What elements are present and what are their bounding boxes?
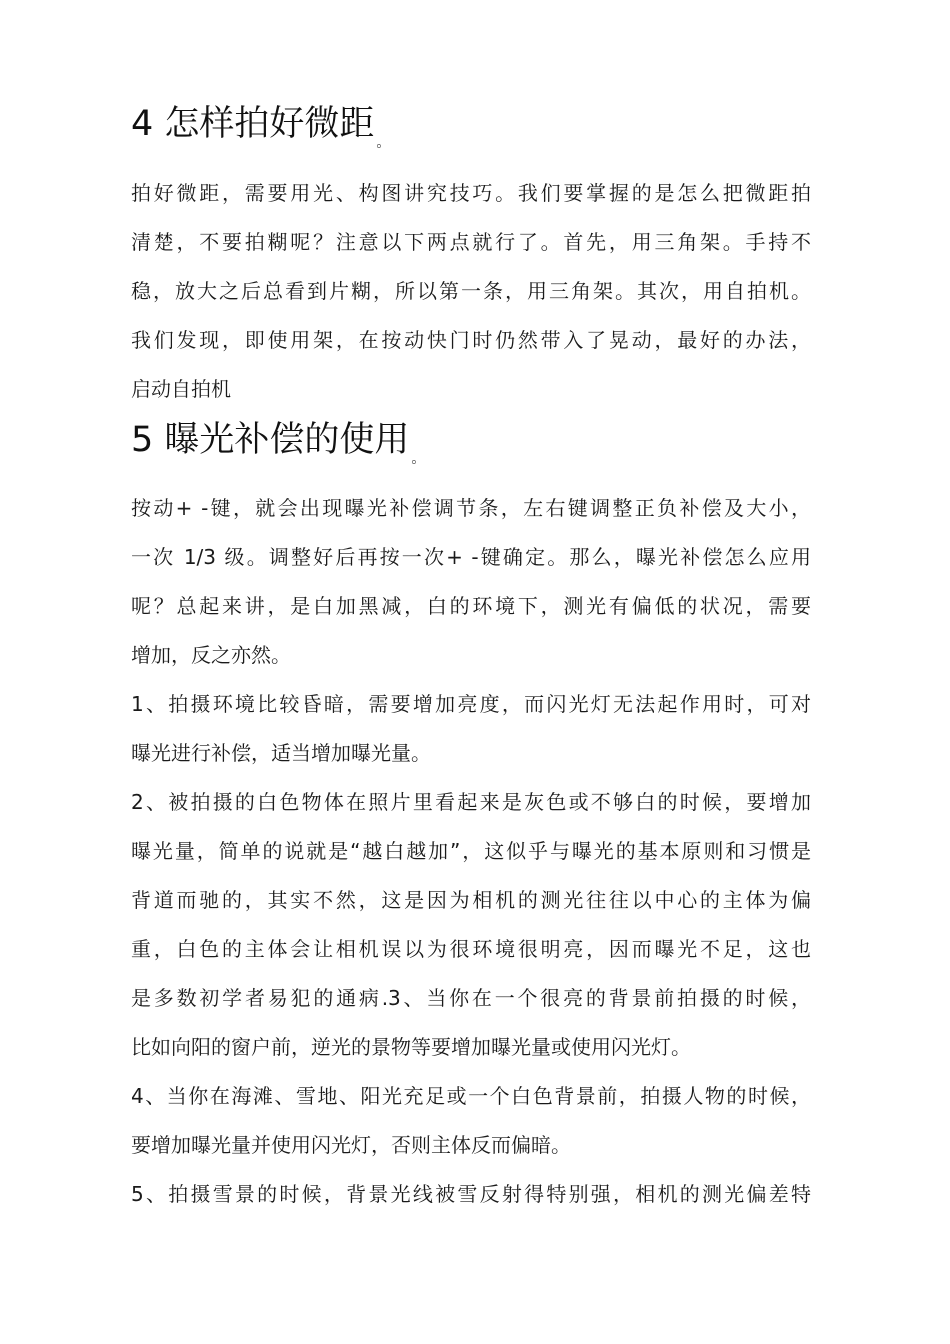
text-line: 2、被拍摄的白色物体在照片里看起来是灰色或不够白的时候，要增加: [131, 790, 811, 814]
text-line: 呢？总起来讲，是白加黑减，白的环境下，测光有偏低的状况，需要: [131, 594, 811, 618]
text-line: 稳，放大之后总看到片糊，所以第一条，用三角架。其次，用自拍机。: [131, 279, 811, 303]
section-5-body: [131, 484, 811, 1219]
text-line: 按动+ -键，就会出现曝光补偿调节条，左右键调整正负补偿及大小，: [131, 496, 811, 520]
text-line: 增加，反之亦然。: [131, 643, 291, 667]
section-5-heading: [131, 418, 425, 481]
text-line: 一次 1/3 级。调整好后再按一次+ -键确定。那么，曝光补偿怎么应用: [131, 545, 811, 569]
text-line: 5、拍摄雪景的时候，背景光线被雪反射得特别强，相机的测光偏差特: [131, 1182, 811, 1206]
text-line: 启动自拍机: [131, 377, 231, 401]
section-5-title: 5 曝光补偿的使用: [131, 420, 410, 460]
text-line: 比如向阳的窗户前，逆光的景物等要增加曝光量或使用闪光灯。: [131, 1035, 691, 1059]
text-line: 1、拍摄环境比较昏暗，需要增加亮度，而闪光灯无法起作用时，可对: [131, 692, 811, 716]
text-line: 是多数初学者易犯的通病.3、当你在一个很亮的背景前拍摄的时候，: [131, 986, 811, 1010]
section-4-heading: [131, 102, 390, 165]
text-line: 清楚，不要拍糊呢？注意以下两点就行了。首先，用三角架。手持不: [131, 230, 811, 254]
text-line: 我们发现，即使用架，在按动快门时仍然带入了晃动，最好的办法，: [131, 328, 811, 352]
section-4-body: [131, 169, 811, 414]
text-line: 要增加曝光量并使用闪光灯，否则主体反而偏暗。: [131, 1133, 571, 1157]
text-line: 曝光进行补偿，适当增加曝光量。: [131, 741, 431, 765]
text-line: 曝光量，简单的说就是“越白越加”，这似乎与曝光的基本原则和习惯是: [131, 839, 811, 863]
text-line: 重，白色的主体会让相机误以为很环境很明亮，因而曝光不足，这也: [131, 937, 811, 961]
text-line: 拍好微距，需要用光、构图讲究技巧。我们要掌握的是怎么把微距拍: [131, 181, 811, 205]
text-line: 背道而驰的，其实不然，这是因为相机的测光往往以中心的主体为偏: [131, 888, 811, 912]
text-line: 4、当你在海滩、雪地、阳光充足或一个白色背景前，拍摄人物的时候，: [131, 1084, 811, 1108]
section-4-title-mark: 。: [376, 135, 391, 151]
section-5-title-mark: 。: [411, 451, 426, 467]
section-4-title: 4 怎样拍好微距: [131, 104, 375, 144]
